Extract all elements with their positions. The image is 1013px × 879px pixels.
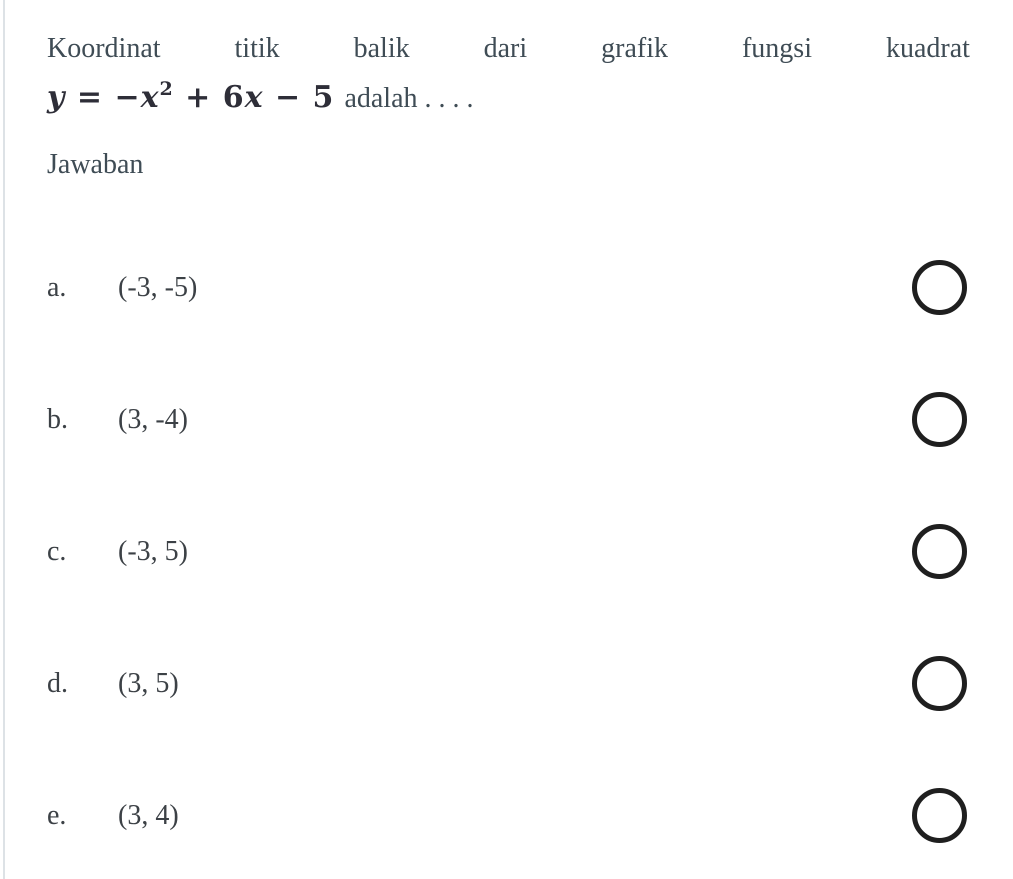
question-suffix: adalah . . . .: [344, 83, 474, 114]
option-row-b: [47, 392, 970, 447]
option-value: (3, 5): [118, 668, 179, 699]
radio-button-option-b[interactable]: [912, 392, 967, 447]
option-row-a: [47, 260, 970, 315]
option-value: (3, 4): [118, 800, 179, 831]
question-word: balik: [353, 33, 410, 64]
question-word: Koordinat: [47, 33, 161, 64]
question-word: kuadrat: [885, 33, 970, 64]
option-letter: c.: [47, 536, 67, 567]
formula-operator: = −: [65, 80, 141, 115]
question-content: [47, 0, 970, 879]
radio-button-option-d[interactable]: [912, 656, 967, 711]
formula-exponent: 2: [159, 78, 174, 100]
formula-term: + 6: [173, 80, 245, 115]
option-letter: b.: [47, 404, 68, 435]
option-value: (3, -4): [118, 404, 188, 435]
radio-button-option-e[interactable]: [912, 788, 967, 843]
radio-button-option-c[interactable]: [912, 524, 967, 579]
formula-variable: x: [244, 80, 264, 115]
question-text-line2: [47, 78, 970, 115]
option-letter: e.: [47, 800, 67, 831]
question-text-line1: [47, 30, 970, 67]
option-letter: d.: [47, 668, 68, 699]
option-row-c: [47, 524, 970, 579]
option-row-d: [47, 656, 970, 711]
answer-section-label: Jawaban: [47, 149, 144, 180]
option-letter: a.: [47, 272, 67, 303]
option-value: (-3, 5): [118, 536, 188, 567]
option-value: (-3, -5): [118, 272, 198, 303]
question-word: grafik: [601, 33, 668, 64]
option-row-e: [47, 788, 970, 843]
left-border-rule: [3, 0, 5, 879]
question-word: titik: [234, 33, 280, 64]
radio-button-option-a[interactable]: [912, 260, 967, 315]
quadratic-formula: [47, 80, 334, 115]
question-word: dari: [483, 33, 528, 64]
formula-term: − 5: [263, 80, 335, 115]
formula-variable: y: [47, 80, 66, 115]
formula-variable: x: [140, 80, 160, 115]
question-word: fungsi: [741, 33, 812, 64]
